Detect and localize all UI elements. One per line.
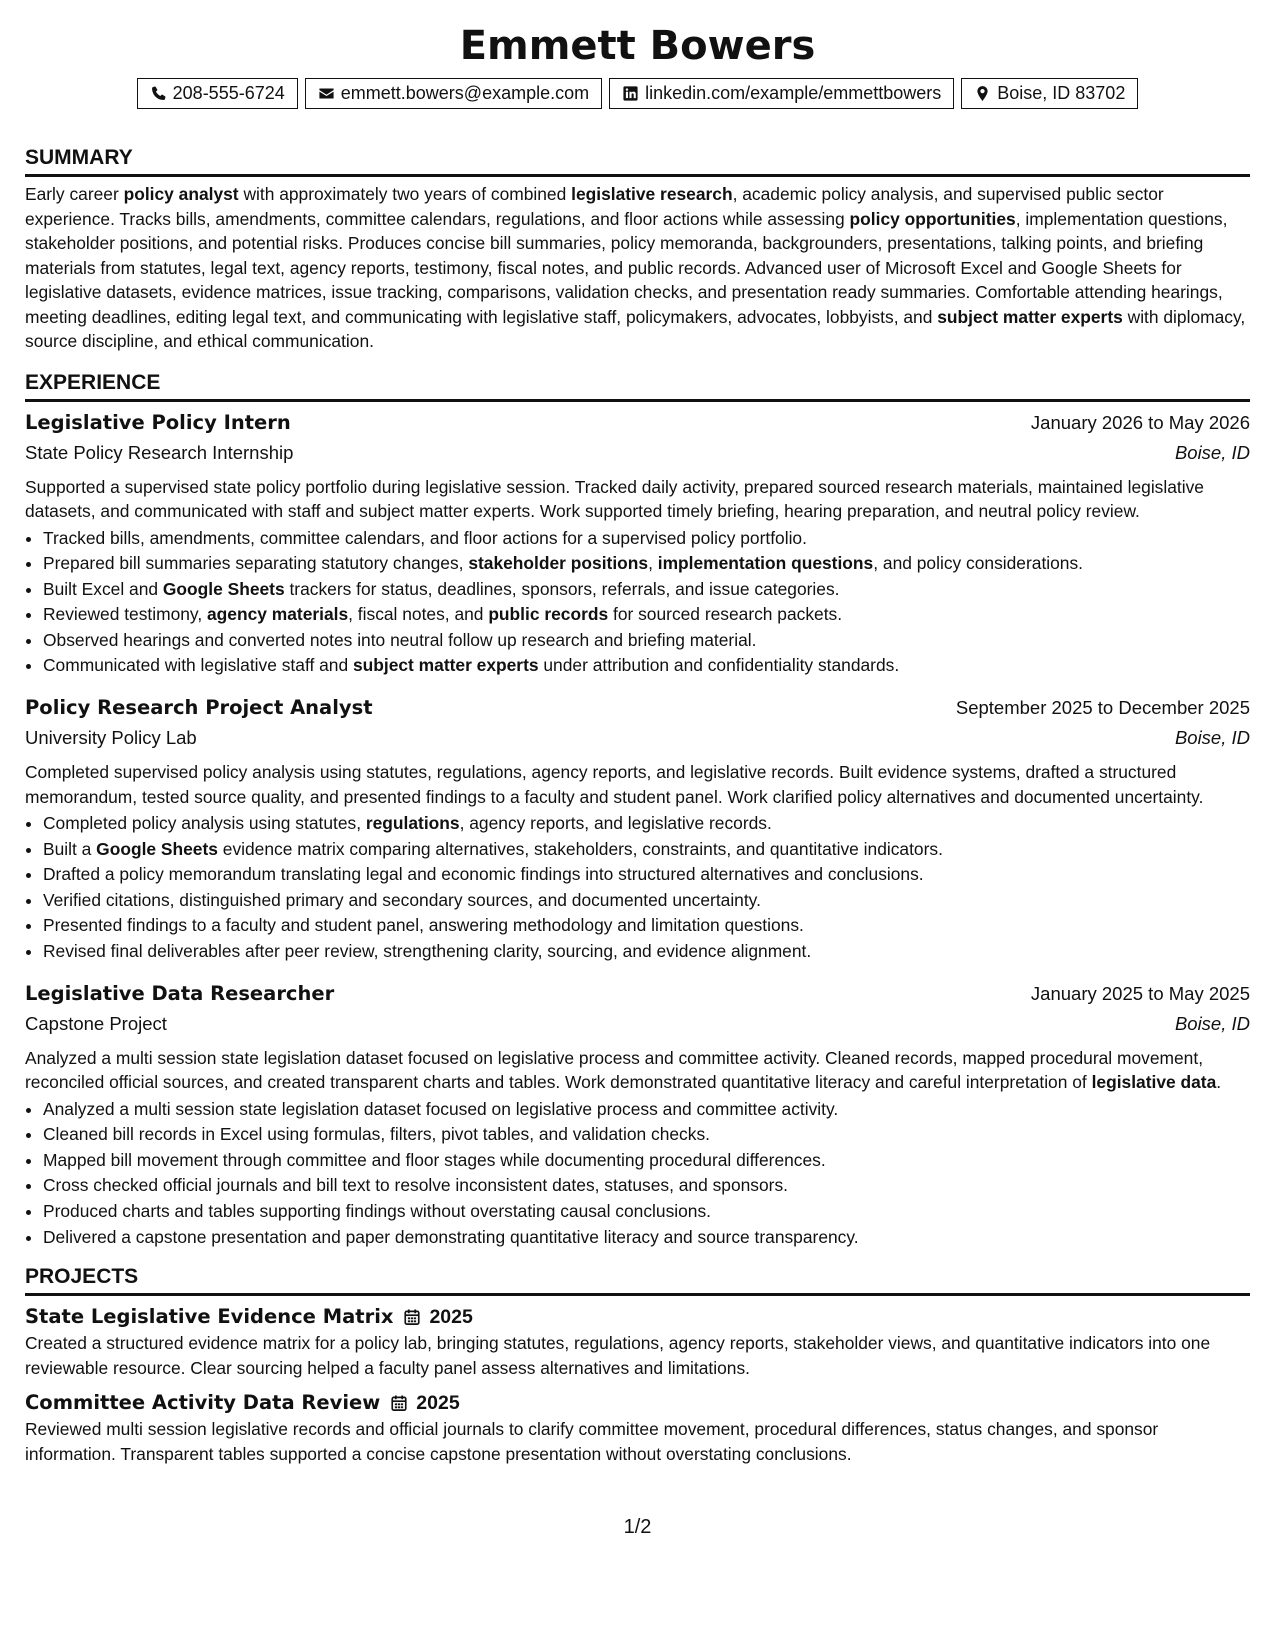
job-organization: Capstone Project [25,1012,167,1034]
bullet-item [43,1173,1250,1199]
project-year-text: 2025 [416,1391,460,1414]
text-segment: Drafted a policy memorandum translating legal and economic findings into structured alternatives and conclusions. [43,864,924,885]
project-year-text: 2025 [429,1305,473,1328]
text-segment: under attribution and confidentiality standards. [538,655,900,676]
text-segment: , fiscal notes, and [348,604,489,625]
bullet-item [43,577,1250,603]
emphasis-text: implementation questions [657,553,874,574]
emphasis-text: public records [488,604,609,625]
text-segment: Communicated with legislative staff and [43,655,353,676]
project-year [390,1392,459,1415]
project-header [25,1389,1250,1417]
job-title: Legislative Policy Intern [25,410,291,434]
text-segment: Cleaned bill records in Excel using formulas, filters, pivot tables, and validation checks. [43,1124,710,1145]
emphasis-text: subject matter experts [937,306,1123,327]
bullet-item [43,1199,1250,1225]
project-title: Committee Activity Data Review [25,1391,381,1415]
bullet-item [43,1148,1250,1174]
text-segment: Early career [25,184,124,204]
text-segment: Presented findings to a faculty and student panel, answering methodology and limitation questions. [43,915,804,936]
text-segment: Verified citations, distinguished primary and secondary sources, and documented uncertainty. [43,889,761,910]
bullet-item [43,913,1250,939]
text-segment: . [1216,1072,1222,1093]
text-segment: Tracked bills, amendments, committee calendars, and floor actions for a supervised policy portfolio. [43,527,807,548]
calendar-icon [403,1308,421,1326]
text-segment: , academic policy analysis, and supervised public sector experience. Tracks bills, amendments, committee calendars, regulations, and floor actions while assessing [25,184,1164,229]
job-header-row [25,408,1250,438]
contact-phone[interactable] [137,78,298,109]
project-description: Reviewed multi session legislative records and official journals to clarify committee movement, procedural differences, status changes, and sponsor information. Transparent tables supported a concise capstone presentation without overstating conclusions. [25,1419,1159,1464]
contact-text: 208-555-6724 [172,83,285,103]
job-entry [25,408,1250,680]
bullet-item [43,837,1250,863]
envelope-icon [318,85,335,102]
emphasis-text: Google Sheets [162,578,285,599]
text-segment: , and policy considerations. [873,553,1084,574]
bullet-item [43,1225,1250,1251]
text-segment: Completed supervised policy analysis using statutes, regulations, agency reports, and legislative records. Built evidence systems, drafted a structured memorandum, tested source quality, and presented findings to a faculty and student panel. Work clarified policy alternatives and documented uncertainty. [25,762,1204,807]
project-entry [25,1389,1250,1466]
bullet-item [43,939,1250,965]
text-segment: , [648,553,658,574]
bullet-item [43,1097,1250,1123]
resume-page [25,18,1250,1466]
job-description [25,1046,1250,1095]
bullet-item [43,551,1250,577]
contact-email[interactable] [305,78,602,109]
project-description: Created a structured evidence matrix for a policy lab, bringing statutes, regulations, agency reports, stakeholder views, and quantitative indicators into one reviewable resource. Clear sourcing helped a faculty panel assess alternatives and limitations. [25,1333,1211,1378]
project-year [403,1306,472,1329]
job-description [25,760,1250,809]
bullet-item [43,526,1250,552]
section-title: PROJECTS [25,1264,1250,1296]
text-segment: evidence matrix comparing alternatives, stakeholders, constraints, and quantitative indicators. [217,838,943,859]
emphasis-text: regulations [365,813,460,834]
project-entry [25,1303,1250,1380]
text-segment: , implementation questions, stakeholder positions, and potential risks. Produces concise bill summaries, policy memoranda, backgrounders, presentations, talking points, and briefing materials from statutes, legal text, agency reports, testimony, fiscal notes, and public records. Advanced user of Microsoft Excel and Google Sheets for legislative datasets, evidence matrices, issue tracking, comparisons, validation checks, and presentation ready summaries. Comfortable attending hearings, meeting deadlines, editing legal text, and communicating with legislative staff, policymakers, advocates, lobbyists, and [25,208,1228,327]
bullet-item [43,888,1250,914]
job-header-row [25,693,1250,723]
experience-section [25,370,1250,1251]
summary-text [25,182,1250,354]
text-segment: with diplomacy, source discipline, and ethical communication. [25,306,1246,351]
emphasis-text: agency materials [207,604,349,625]
emphasis-text: stakeholder positions [468,553,649,574]
job-entry [25,979,1250,1251]
candidate-name: Emmett Bowers [459,23,816,69]
project-header [25,1303,1250,1331]
job-org-row [25,1009,1250,1039]
text-segment: Produced charts and tables supporting findings without overstating causal conclusions. [43,1201,712,1221]
job-description [25,475,1250,524]
job-entry [25,693,1250,965]
job-list [25,408,1250,1251]
emphasis-text: policy opportunities [849,208,1016,229]
job-location: Boise, ID [1174,441,1250,463]
job-location: Boise, ID [1174,727,1250,749]
contact-bar [25,78,1250,109]
text-segment: Completed policy analysis using statutes, [43,813,366,834]
emphasis-text: Google Sheets [96,838,218,859]
contact-location [961,78,1138,109]
text-segment: for sourced research packets. [608,604,843,625]
bullet-item [43,811,1250,837]
contact-linkedin[interactable] [609,78,954,109]
project-title: State Legislative Evidence Matrix [25,1305,394,1329]
job-bullets [25,526,1250,680]
text-segment: Analyzed a multi session state legislation dataset focused on legislative process and committee activity. Cleaned records, mapped procedural movement, reconciled official sources, and created transparent charts and tables. Work demonstrated quantitative literacy and careful interpretation of [25,1047,1204,1093]
job-org-row [25,723,1250,753]
page-indicator: 1/2 [623,1516,652,1538]
job-location: Boise, ID [1174,1012,1250,1034]
projects-section [25,1264,1250,1466]
text-segment: , agency reports, and legislative records. [459,813,772,834]
linkedin-icon [622,85,639,102]
job-organization: University Policy Lab [25,727,197,749]
bullet-item [43,1122,1250,1148]
text-segment: trackers for status, deadlines, sponsors, referrals, and issue categories. [284,578,840,599]
text-segment: Built a [43,838,97,859]
job-date: January 2026 to May 2026 [1030,411,1250,433]
job-header-row [25,979,1250,1009]
text-segment: Reviewed testimony, [43,604,207,625]
job-bullets [25,1097,1250,1251]
bullet-item [43,653,1250,679]
section-title: SUMMARY [25,145,1250,177]
emphasis-text: policy analyst [123,184,239,204]
map-pin-icon [974,85,991,102]
text-segment: with approximately two years of combined [238,184,572,204]
bullet-item [43,602,1250,628]
bullet-item [43,862,1250,888]
text-segment: Delivered a capstone presentation and paper demonstrating quantitative literacy and source transparency. [43,1226,859,1247]
contact-text: emmett.bowers@example.com [340,83,590,103]
text-segment: Observed hearings and converted notes into neutral follow up research and briefing material. [43,629,757,650]
job-org-row [25,438,1250,468]
text-segment: Mapped bill movement through committee and floor stages while documenting procedural differences. [43,1149,826,1170]
emphasis-text: subject matter experts [352,655,539,676]
section-title: EXPERIENCE [25,370,1250,402]
text-segment: Analyzed a multi session state legislation dataset focused on legislative process and committee activity. [43,1098,839,1119]
emphasis-text: legislative data [1091,1072,1217,1093]
job-title: Policy Research Project Analyst [25,696,373,720]
text-segment: Supported a supervised state policy portfolio during legislative session. Tracked daily activity, prepared sourced research materials, maintained legislative datasets, and communicated with staff and subject matter experts. Work supported timely briefing, hearing preparation, and neutral policy review. [25,476,1204,521]
job-organization: State Policy Research Internship [25,441,294,463]
summary-section [25,145,1250,354]
project-list [25,1303,1250,1466]
phone-icon [150,85,167,102]
contact-text: Boise, ID 83702 [997,83,1126,103]
job-bullets [25,811,1250,965]
job-title: Legislative Data Researcher [25,981,335,1005]
calendar-icon [390,1394,408,1412]
emphasis-text: legislative research [571,184,733,204]
bullet-item [43,628,1250,654]
text-segment: Prepared bill summaries separating statutory changes, [43,553,469,574]
job-date: September 2025 to December 2025 [955,697,1250,719]
text-segment: Cross checked official journals and bill text to resolve inconsistent dates, statuses, and sponsors. [43,1175,788,1196]
text-segment: Revised final deliverables after peer review, strengthening clarity, sourcing, and evidence alignment. [43,941,812,962]
job-date: January 2025 to May 2025 [1030,982,1250,1004]
text-segment: Built Excel and [43,578,163,599]
contact-text: linkedin.com/example/emmettbowers [645,83,942,103]
